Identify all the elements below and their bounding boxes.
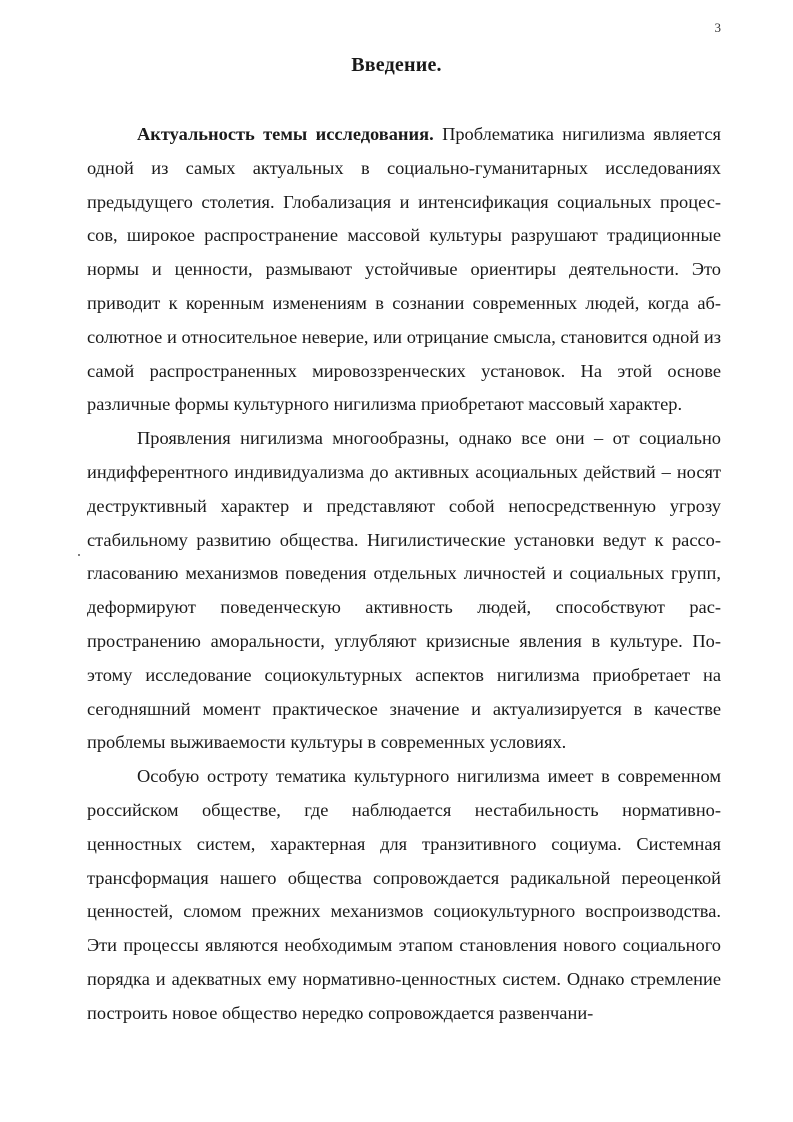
page-title: Введение. (351, 54, 442, 76)
paragraph-relevance (87, 118, 721, 422)
scan-speck (78, 554, 80, 556)
paragraph-text: Проблематика нигилизма является одной из самых актуальных в социально-гуманитарных исследованиях предыдущего столетия. Глобализация и интенсификация социальных процессов, широкое распространение массовой культуры разрушают традиционные нормы и ценности, размывают устойчивые ориентиры деятельности. Это приводит к коренным изменениям в сознании современных людей, когда абсолютное и относительное неверие, или отрицание смысла, становится одной из самой распространенных мировоззренческих установок. На этой основе различные формы культурного нигилизма приобретают массовый характер. (87, 124, 722, 415)
paragraph-lead: Актуальность темы исследования. (137, 124, 434, 144)
body-text (87, 118, 721, 1031)
paragraph-russian-society (87, 760, 721, 1030)
paragraph-text: Проявления нигилизма многообразны, однако все они – от социально индифферентного индивидуализма до активных асоциальных действий – носят деструктивный характер и представляют собой непосредственную угрозу стабильному развитию общества. Нигилистические установки ведут к рассогласованию механизмов поведения отдельных личностей и социальных групп, деформируют поведенческую активность людей, способствуют распространению аморальности, углубляют кризисные явления в культуре. Поэтому исследование социокультурных аспектов нигилизма приобретает на сегодняшний момент практическое значение и актуализируется в качестве проблемы выживаемости культуры в современных условиях. (87, 428, 721, 753)
paragraph-text: Особую остроту тематика культурного нигилизма имеет в современном российском обществе, где наблюдается нестабильность нормативно-ценностных систем, характерная для транзитивного социума. Системная трансформация нашего общества сопровождается радикальной переоценкой ценностей, сломом прежних механизмов социокультурного воспроизводства. Эти процессы являются необходимым этапом становления нового социального порядка и адекватных ему нормативно-ценностных систем. Однако стремление построить новое общество нередко сопровождается развенчани- (87, 766, 721, 1023)
paragraph-manifestations (87, 422, 721, 760)
page-number: 3 (714, 20, 721, 35)
